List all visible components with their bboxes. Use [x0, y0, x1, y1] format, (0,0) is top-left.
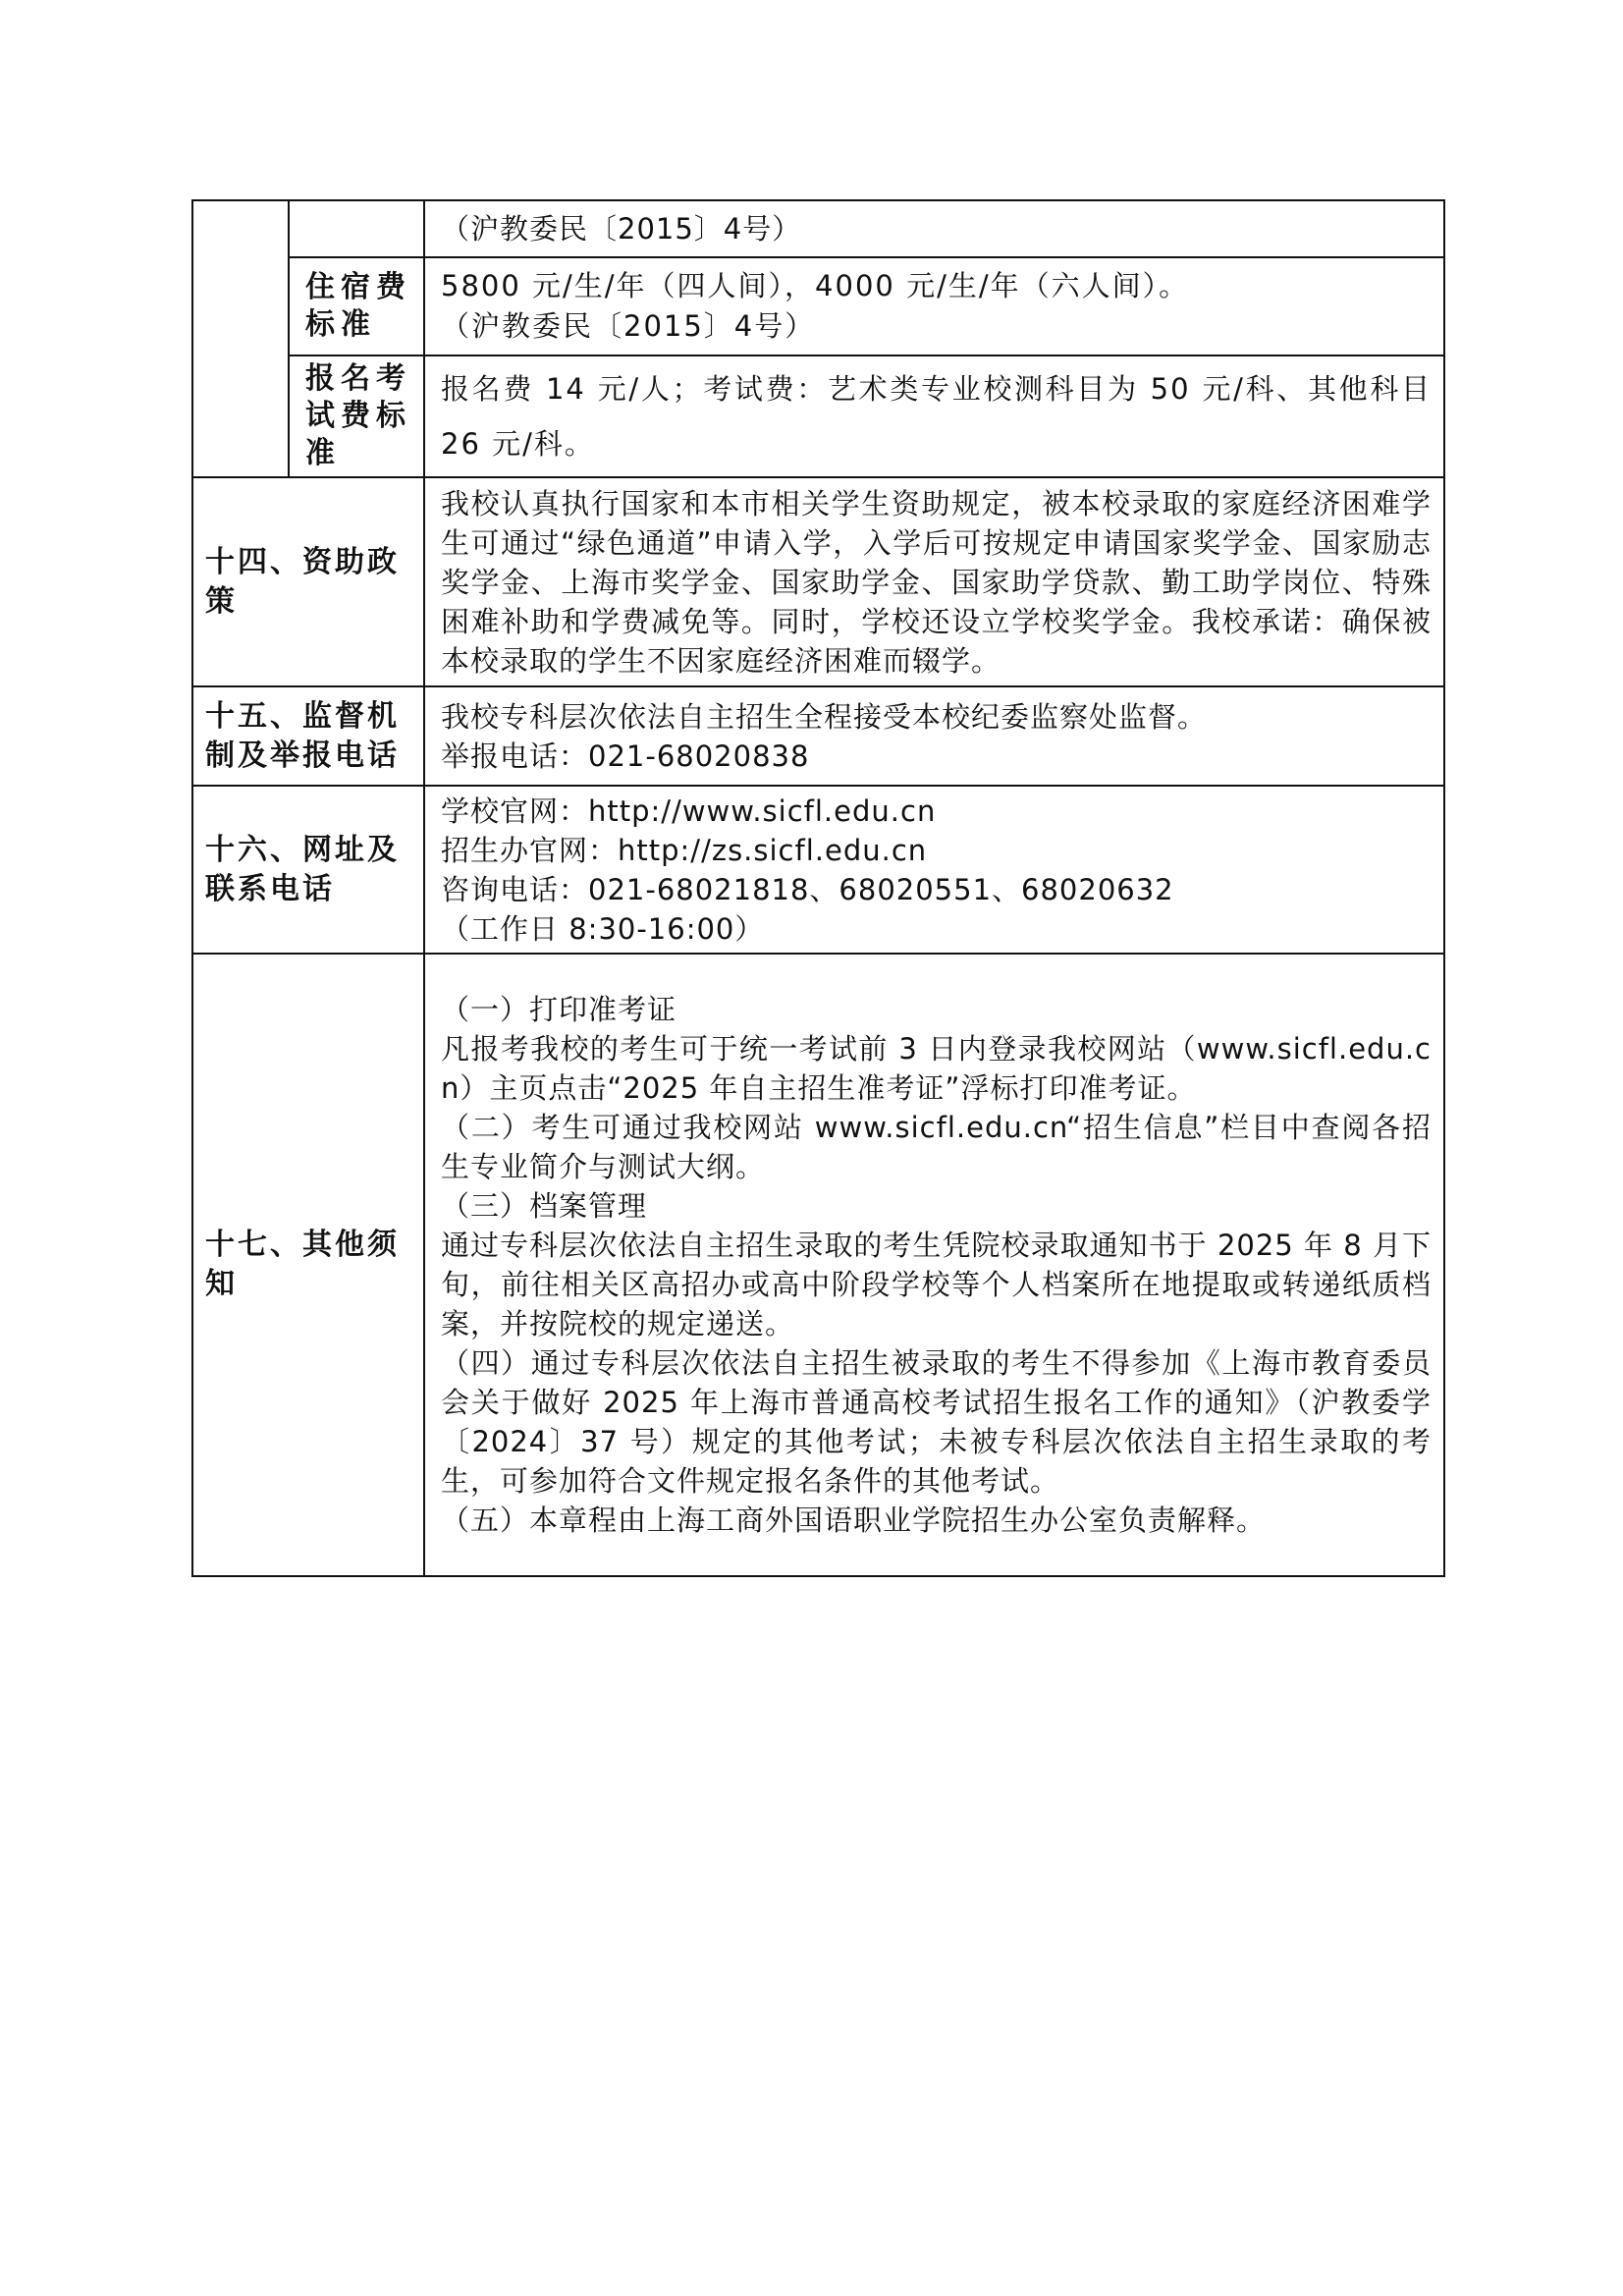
- financial-aid-label: 十四、资助政策: [205, 544, 400, 619]
- supervision-content-cell: [424, 686, 1444, 786]
- table-row-tuition-continued: [192, 200, 1444, 257]
- admissions-charter-table: [191, 199, 1445, 1577]
- tuition-note-text: （沪教委民〔2015〕4号）: [441, 211, 802, 246]
- contact-content-cell: [424, 786, 1444, 954]
- table-row-accommodation-fee: [192, 257, 1444, 355]
- table-row-financial-aid: [192, 477, 1444, 686]
- contact-label: 十六、网址及联系电话: [205, 832, 400, 906]
- exam-fee-text: 报名费 14 元/人；考试费：艺术类专业校测科目为 50 元/科、其他科目 26 元/科。: [441, 372, 1432, 461]
- other-notes-label-cell: [192, 954, 424, 1576]
- exam-fee-label-cell: [289, 355, 424, 477]
- supervision-text: 我校专科层次依法自主招生全程接受本校纪委监察处监督。 举报电话：021-68020838: [441, 699, 1208, 773]
- accommodation-fee-content-cell: [424, 257, 1444, 355]
- exam-fee-label: 报名考 试费标 准: [305, 361, 411, 470]
- supervision-label-cell: [192, 686, 424, 786]
- accommodation-fee-text: 5800 元/生/年（四人间），4000 元/生/年（六人间）。 （沪教委民〔2015〕4号）: [441, 269, 1190, 343]
- financial-aid-text: 我校认真执行国家和本市相关学生资助规定，被本校录取的家庭经济困难学生可通过“绿色通道”申请入学，入学后可按规定申请国家奖学金、国家励志奖学金、上海市奖学金、国家助学金、国家助学贷款、勤工助学岗位、特殊困难补助和学费减免等。同时，学校还设立学校奖学金。我校承诺：确保被本校录取的学生不因家庭经济困难而辍学。: [441, 486, 1432, 678]
- table-row-supervision: [192, 686, 1444, 786]
- supervision-label: 十五、监督机制及举报电话: [205, 698, 400, 773]
- accommodation-fee-label-cell: [289, 257, 424, 355]
- financial-aid-content-cell: [424, 477, 1444, 686]
- fees-section-label-cell: [192, 200, 289, 477]
- other-notes-text: （一）打印准考证 凡报考我校的考生可于统一考试前 3 日内登录我校网站（www.sicfl.edu.cn）主页点击“2025 年自主招生准考证”浮标打印准考证。 （二）考生可通过我校网站 www.sicfl.edu.cn“招生信息”栏目中查阅各招生专业简介与测试大纲。 （三）档案管理 通过专科层次依法自主招生录取的考生凭院校录取通知书于 2025 年 8 月下旬，前往相关区高招办或高中阶段学校等个人档案所在地提取或转递纸质档案，并按院校的规定递送。 （四）通过专科层次依法自主招生被录取的考生不得参加《上海市教育委员会关于做好 2025 年上海市普通高校考试招生报名工作的通知》（沪教委学〔2024〕37 号）规定的其他考试；未被专科层次依法自主招生录取的考生，可参加符合文件规定报名条件的其他考试。 （五）本章程由上海工商外国语职业学院招生办公室负责解释。: [441, 993, 1432, 1537]
- other-notes-label: 十七、其他须知: [205, 1228, 400, 1301]
- accommodation-fee-label: 住宿费 标准: [305, 270, 411, 342]
- contact-label-cell: [192, 786, 424, 954]
- tuition-note-cell: [424, 200, 1444, 257]
- exam-fee-content-cell: [424, 355, 1444, 477]
- financial-aid-label-cell: [192, 477, 424, 686]
- table-row-other-notes: [192, 954, 1444, 1576]
- tuition-label-cell: [289, 200, 424, 257]
- contact-text: 学校官网：http://www.sicfl.edu.cn 招生办官网：http://zs.sicfl.edu.cn 咨询电话：021-68021818、68020551、68020632 （工作日 8:30-16:00）: [441, 793, 1174, 946]
- other-notes-content-cell: [424, 954, 1444, 1576]
- table-row-contact: [192, 786, 1444, 954]
- table-row-exam-fee: [192, 355, 1444, 477]
